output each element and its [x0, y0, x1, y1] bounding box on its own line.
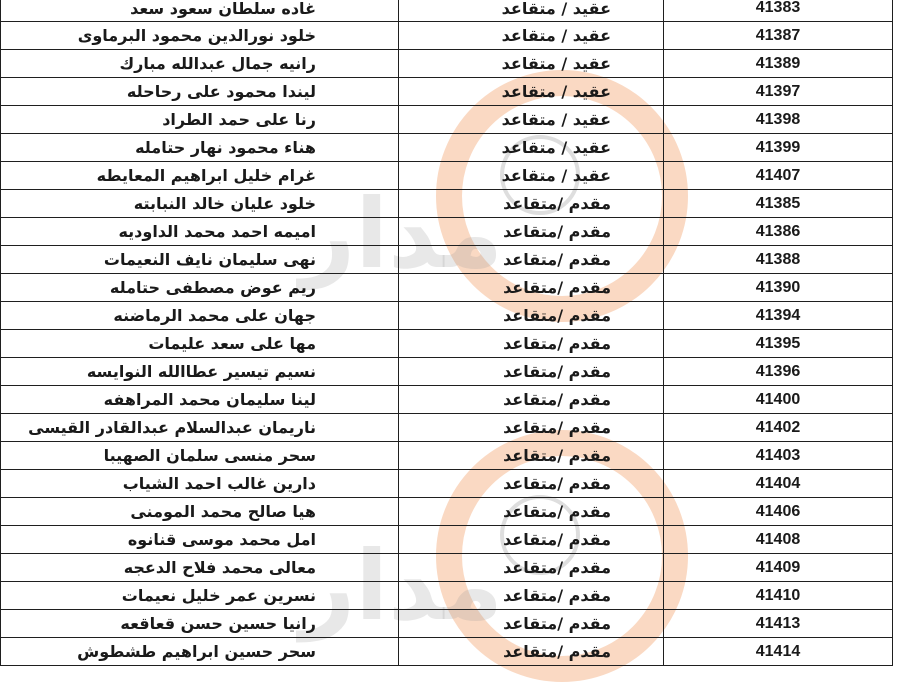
rank-cell: عقيد / متقاعد	[399, 78, 664, 106]
table-row	[1, 526, 893, 554]
watermark-logo-text: مدار	[300, 178, 504, 290]
table-row	[1, 582, 893, 610]
table-row	[1, 470, 893, 498]
number-cell: 41386	[664, 218, 893, 246]
number-cell: 41409	[664, 554, 893, 582]
number-cell: 41389	[664, 50, 893, 78]
rank-cell: مقدم /متقاعد	[399, 190, 664, 218]
number-cell: 41385	[664, 190, 893, 218]
table-row	[1, 190, 893, 218]
rank-cell: مقدم /متقاعد	[399, 414, 664, 442]
number-cell: 41387	[664, 22, 893, 50]
rank-cell: مقدم /متقاعد	[399, 302, 664, 330]
rank-cell: عقيد / متقاعد	[399, 162, 664, 190]
rank-cell: مقدم /متقاعد	[399, 246, 664, 274]
table-row	[1, 50, 893, 78]
table-row	[1, 106, 893, 134]
number-cell: 41402	[664, 414, 893, 442]
number-cell: 41396	[664, 358, 893, 386]
name-cell: اميمه احمد محمد الداوديه	[1, 218, 399, 246]
table-row	[1, 22, 893, 50]
rank-cell: مقدم /متقاعد	[399, 330, 664, 358]
number-cell: 41403	[664, 442, 893, 470]
table-row	[1, 246, 893, 274]
number-cell: 41404	[664, 470, 893, 498]
name-cell: غرام خليل ابراهيم المعايطه	[1, 162, 399, 190]
rank-cell: عقيد / متقاعد	[399, 0, 664, 22]
rank-cell: مقدم /متقاعد	[399, 638, 664, 666]
number-cell: 41407	[664, 162, 893, 190]
table-row	[1, 414, 893, 442]
table-row	[1, 330, 893, 358]
table-row	[1, 78, 893, 106]
table-row	[1, 442, 893, 470]
name-cell: دارين غالب احمد الشياب	[1, 470, 399, 498]
rank-cell: عقيد / متقاعد	[399, 50, 664, 78]
rank-cell: مقدم /متقاعد	[399, 386, 664, 414]
name-cell: هيا صالح محمد المومنى	[1, 498, 399, 526]
rank-cell: عقيد / متقاعد	[399, 22, 664, 50]
name-cell: رانيه جمال عبدالله مبارك	[1, 50, 399, 78]
rank-cell: مقدم /متقاعد	[399, 554, 664, 582]
table-row	[1, 218, 893, 246]
rank-cell: عقيد / متقاعد	[399, 106, 664, 134]
name-cell: امل محمد موسى قنانوه	[1, 526, 399, 554]
name-cell: معالى محمد فلاح الدعجه	[1, 554, 399, 582]
rank-cell: مقدم /متقاعد	[399, 582, 664, 610]
table-row	[1, 554, 893, 582]
number-cell: 41408	[664, 526, 893, 554]
watermark-logo-text-2: مدار	[300, 530, 504, 642]
number-cell: 41410	[664, 582, 893, 610]
number-cell: 41414	[664, 638, 893, 666]
name-cell: ناريمان عبدالسلام عبدالقادر القيسى	[1, 414, 399, 442]
name-cell: لينا سليمان محمد المراهفه	[1, 386, 399, 414]
rank-cell: مقدم /متقاعد	[399, 218, 664, 246]
rank-cell: مقدم /متقاعد	[399, 358, 664, 386]
table-row	[1, 498, 893, 526]
name-cell: خلود نورالدين محمود البرماوى	[1, 22, 399, 50]
number-cell: 41394	[664, 302, 893, 330]
name-cell: جهان على محمد الرماضنه	[1, 302, 399, 330]
name-cell: خلود عليان خالد النبابته	[1, 190, 399, 218]
rank-cell: مقدم /متقاعد	[399, 526, 664, 554]
name-cell: غاده سلطان سعود سعد	[1, 0, 399, 22]
name-cell: رنا على حمد الطراد	[1, 106, 399, 134]
name-cell: سحر حسين ابراهيم طشطوش	[1, 638, 399, 666]
rank-cell: مقدم /متقاعد	[399, 442, 664, 470]
number-cell: 41397	[664, 78, 893, 106]
table-row	[1, 134, 893, 162]
number-cell: 41390	[664, 274, 893, 302]
number-cell: 41388	[664, 246, 893, 274]
table-row	[1, 358, 893, 386]
number-cell: 41400	[664, 386, 893, 414]
rank-cell: مقدم /متقاعد	[399, 498, 664, 526]
table-row	[1, 386, 893, 414]
table-row	[1, 0, 893, 22]
table-row	[1, 274, 893, 302]
rank-cell: مقدم /متقاعد	[399, 610, 664, 638]
name-cell: نسرين عمر خليل نعيمات	[1, 582, 399, 610]
number-cell: 41383	[664, 0, 893, 22]
table-row	[1, 162, 893, 190]
table-row	[1, 610, 893, 638]
name-cell: هناء محمود نهار حتامله	[1, 134, 399, 162]
name-cell: رانيا حسين حسن قعاقعه	[1, 610, 399, 638]
number-cell: 41413	[664, 610, 893, 638]
name-cell: نسيم تيسير عطاالله النوايسه	[1, 358, 399, 386]
name-cell: نهى سليمان نايف النعيمات	[1, 246, 399, 274]
name-cell: مها على سعد عليمات	[1, 330, 399, 358]
number-cell: 41395	[664, 330, 893, 358]
name-cell: ليندا محمود على رحاحله	[1, 78, 399, 106]
name-cell: ريم عوض مصطفى حتامله	[1, 274, 399, 302]
number-cell: 41398	[664, 106, 893, 134]
number-cell: 41406	[664, 498, 893, 526]
rank-cell: مقدم /متقاعد	[399, 274, 664, 302]
number-cell: 41399	[664, 134, 893, 162]
table-row	[1, 302, 893, 330]
table-row	[1, 638, 893, 666]
roster-body	[1, 0, 893, 666]
rank-cell: عقيد / متقاعد	[399, 134, 664, 162]
name-cell: سحر منسى سلمان الصهيبا	[1, 442, 399, 470]
rank-cell: مقدم /متقاعد	[399, 470, 664, 498]
